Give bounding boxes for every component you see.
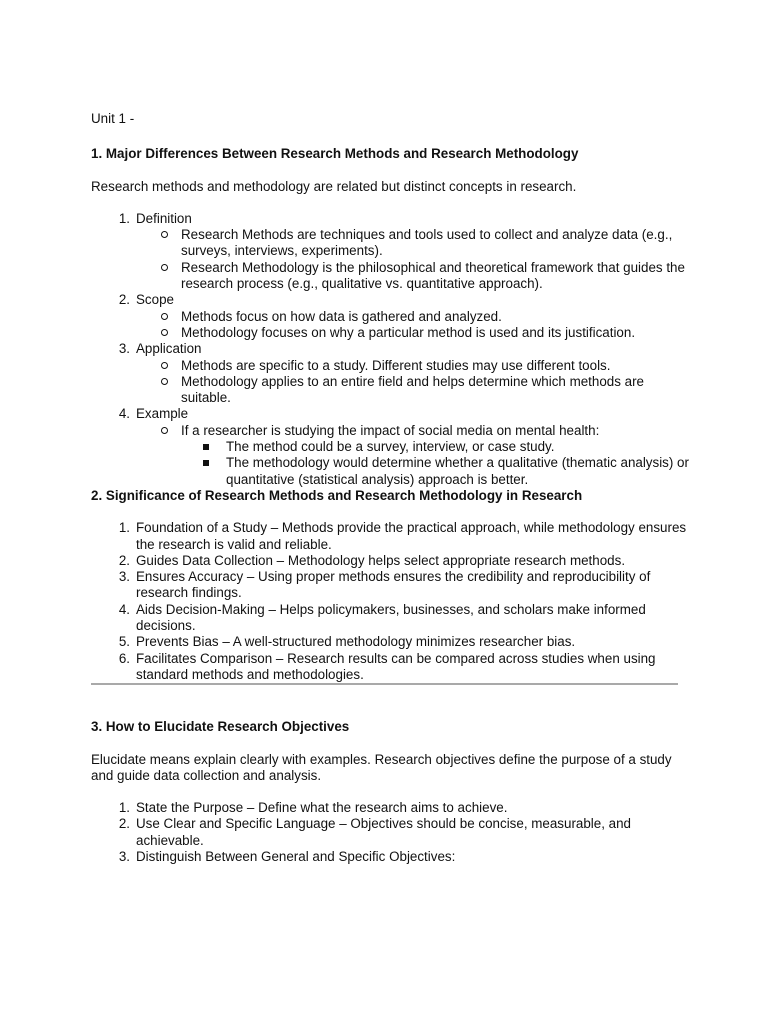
section-2-list — [91, 520, 691, 683]
hollow-bullet-icon — [161, 264, 168, 271]
list-number: 1. — [118, 800, 130, 816]
sub-list-item — [136, 227, 691, 260]
square-bullet-icon — [203, 460, 209, 466]
sub-list — [136, 309, 691, 342]
hollow-bullet-icon — [161, 231, 168, 238]
hollow-bullet-icon — [161, 329, 168, 336]
list-number: 2. — [118, 816, 130, 832]
list-item-label: Definition — [136, 210, 192, 226]
section-1-intro: Research methods and methodology are related but distinct concepts in research. — [91, 178, 577, 194]
list-number: 6. — [118, 650, 130, 666]
sub-list — [136, 227, 691, 292]
list-number: 1. — [118, 210, 130, 226]
list-item-text: Prevents Bias – A well-structured methodology minimizes researcher bias. — [136, 634, 576, 650]
sub-list-item — [136, 325, 691, 341]
section-1-heading: 1. Major Differences Between Research Methods and Research Methodology — [91, 146, 579, 162]
list-item-text: Distinguish Between General and Specific Objectives: — [136, 848, 456, 864]
sub-sub-list — [181, 439, 691, 488]
sub-item-text: Research Methodology is the philosophical and theoretical framework that guides the research process (e.g., qualitative vs. quantitative approach). — [181, 259, 685, 292]
list-item — [91, 634, 691, 650]
sub-list-item — [136, 358, 691, 374]
sub-item-text: If a researcher is studying the impact of social media on mental health: — [181, 422, 600, 438]
sub-list-item — [136, 260, 691, 293]
list-item-text: Foundation of a Study – Methods provide the practical approach, while methodology ensures the research is valid and reliable. — [136, 520, 687, 552]
sub-list-item — [136, 423, 691, 488]
sub-item-text: Research Methods are techniques and tools used to collect and analyze data (e.g., surveys, interviews, experiments). — [181, 227, 673, 259]
section-1-list — [91, 211, 691, 488]
square-bullet-icon — [203, 444, 209, 450]
sub-item-text: Methods focus on how data is gathered and analyzed. — [181, 308, 502, 324]
unit-title: Unit 1 - — [91, 111, 135, 126]
list-item-text: State the Purpose – Define what the research aims to achieve. — [136, 800, 508, 816]
section-3-heading: 3. How to Elucidate Research Objectives — [91, 719, 350, 735]
sub-item-text: Methodology focuses on why a particular method is used and its justification. — [181, 324, 636, 340]
sub-list-item — [136, 374, 691, 407]
sub-list-item — [136, 309, 691, 325]
list-item — [91, 816, 691, 849]
list-number: 4. — [118, 406, 130, 422]
list-item — [91, 602, 691, 635]
list-item-label: Example — [136, 406, 189, 422]
sub-list — [136, 358, 691, 407]
list-item — [91, 341, 691, 406]
list-item-label: Scope — [136, 292, 174, 308]
list-item — [91, 569, 691, 602]
horizontal-divider — [91, 683, 678, 685]
hollow-bullet-icon — [161, 427, 168, 434]
section-3-list — [91, 800, 691, 865]
list-item — [91, 651, 691, 684]
list-item — [91, 800, 691, 816]
sub-sub-item-text: The method could be a survey, interview, or case study. — [226, 439, 555, 455]
section-2-heading: 2. Significance of Research Methods and Research Methodology in Research — [91, 487, 583, 503]
hollow-bullet-icon — [161, 362, 168, 369]
hollow-bullet-icon — [161, 313, 168, 320]
section-3-intro: Elucidate means explain clearly with examples. Research objectives define the purpose of a study and guide data collection and analysis. — [91, 751, 672, 783]
list-number: 2. — [118, 292, 130, 308]
list-number: 5. — [118, 634, 130, 650]
list-number: 1. — [118, 520, 130, 536]
list-number: 3. — [118, 569, 130, 585]
list-item-text: Facilitates Comparison – Research results can be compared across studies when using standard methods and methodologies. — [136, 650, 656, 682]
sub-item-text: Methodology applies to an entire field and helps determine which methods are suitable. — [181, 373, 645, 406]
list-number: 4. — [118, 601, 130, 617]
list-item — [91, 211, 691, 292]
list-item-label: Application — [136, 341, 202, 357]
list-number: 2. — [118, 552, 130, 568]
list-number: 3. — [118, 341, 130, 357]
hollow-bullet-icon — [161, 378, 168, 385]
sub-sub-list-item — [181, 455, 691, 488]
sub-list — [136, 423, 691, 488]
list-item-text: Use Clear and Specific Language – Objectives should be concise, measurable, and achievable. — [136, 816, 632, 848]
list-item — [91, 849, 691, 865]
list-number: 3. — [118, 848, 130, 864]
sub-sub-list-item — [181, 439, 691, 455]
list-item-text: Guides Data Collection – Methodology helps select appropriate research methods. — [136, 552, 626, 568]
sub-sub-item-text: The methodology would determine whether a qualitative (thematic analysis) or quantitative (statistical analysis) approach is better. — [226, 455, 689, 487]
list-item — [91, 520, 691, 553]
list-item-text: Aids Decision-Making – Helps policymakers, businesses, and scholars make informed decisions. — [136, 601, 646, 634]
list-item — [91, 406, 691, 487]
list-item — [91, 292, 691, 341]
list-item-text: Ensures Accuracy – Using proper methods ensures the credibility and reproducibility of research findings. — [136, 569, 651, 601]
document-body — [91, 111, 691, 865]
list-item — [91, 553, 691, 569]
sub-item-text: Methods are specific to a study. Different studies may use different tools. — [181, 357, 611, 373]
